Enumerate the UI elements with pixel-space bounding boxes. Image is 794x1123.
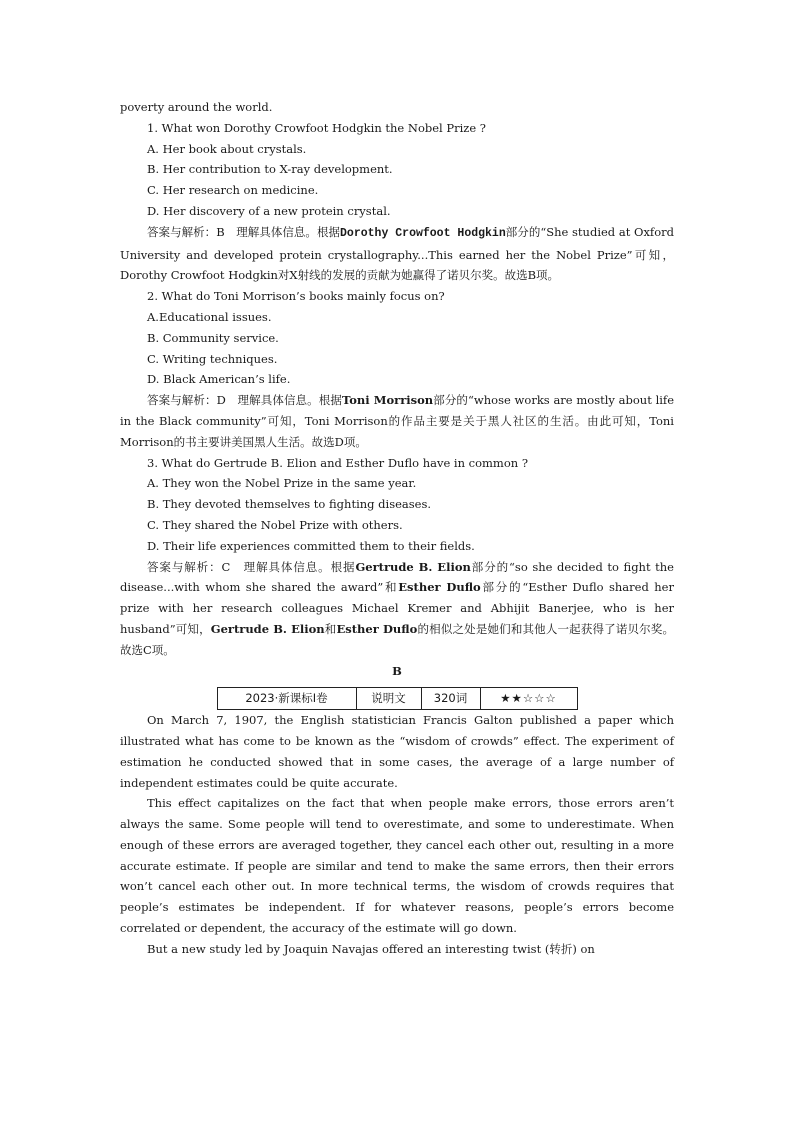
question-1-analysis <box>120 222 674 286</box>
question-2-option-a: A.Educational issues. <box>147 309 272 324</box>
question-2-option-c: C. Writing techniques. <box>147 351 278 366</box>
analysis-prefix: 答案与解析：C 理解具体信息。根据 <box>147 559 356 574</box>
question-3-analysis <box>120 557 674 661</box>
analysis-suffix: 的相似之处是她们和其他人一起获得了诺贝尔奖。故选C项。 <box>120 621 674 657</box>
analysis-name: Toni Morrison <box>341 393 434 408</box>
document-content <box>120 97 674 960</box>
analysis-body-3: 和 <box>324 621 337 636</box>
passage-paragraph-3: But a new study led by Joaquin Navajas offered an interesting twist (转折) on <box>147 941 595 956</box>
passage-word-count: 320词 <box>421 688 480 710</box>
question-1-stem: 1. What won Dorothy Crowfoot Hodgkin the Nobel Prize ? <box>147 120 486 135</box>
passage-source: 2023·新课标Ⅰ卷 <box>217 688 356 710</box>
analysis-name-3: Gertrude B. Elion <box>210 621 325 636</box>
question-1-option-d: D. Her discovery of a new protein crystal. <box>147 203 391 218</box>
analysis-body: 部分的“She studied at Oxford University and developed protein crystallography...This earned her the Nobel Prize”可知，Dorothy Crowfoot Hodgkin对X射线的发展的贡献为她赢得了诺贝尔奖。故选B项。 <box>120 224 674 283</box>
question-3-option-d: D. Their life experiences committed them to their fields. <box>147 538 475 553</box>
question-3-option-b: B. They devoted themselves to fighting diseases. <box>147 497 432 512</box>
question-2-option-d: D. Black American’s life. <box>147 372 291 387</box>
passage-paragraph-1: On March 7, 1907, the English statistician Francis Galton published a paper which illustrated what has come to be known as the “wisdom of crowds” effect. The experiment of estimation he conducted showed that in some cases, the average of a large number of independent estimates could be quite accurate. <box>120 713 674 790</box>
section-label: B <box>392 663 402 678</box>
question-2-stem: 2. What do Toni Morrison’s books mainly focus on? <box>147 289 445 304</box>
question-1-option-a: A. Her book about crystals. <box>147 141 307 156</box>
analysis-body-2: 部分的“Esther Duflo shared her prize with her research colleagues Michael Kremer and Abhijit Banerjee, who is her husband”可知， <box>120 580 674 636</box>
question-3-stem: 3. What do Gertrude B. Elion and Esther Duflo have in common ? <box>147 455 528 470</box>
passage-info-table <box>217 687 578 710</box>
question-3-option-c: C. They shared the Nobel Prize with others. <box>147 517 403 532</box>
analysis-name-4: Esther Duflo <box>336 621 418 636</box>
passage-paragraph-2: This effect capitalizes on the fact that when people make errors, those errors aren’t always the same. Some people will tend to overestimate, and some to underestimate. When enough of these errors are averaged together, they cancel each other out, resulting in a more accurate estimate. If people are similar and tend to make the same errors, then their errors won’t cancel each other out. In more technical terms, the wisdom of crowds requires that people’s estimates be independent. If for whatever reasons, people’s errors become correlated or dependent, the accuracy of the estimate will go down. <box>120 796 674 936</box>
passage-difficulty: ★★☆☆☆ <box>480 688 577 710</box>
question-2-analysis <box>120 390 674 452</box>
passage-genre: 说明文 <box>356 688 421 710</box>
analysis-prefix: 答案与解析：D 理解具体信息。根据 <box>147 393 342 408</box>
question-1-option-b: B. Her contribution to X-ray development. <box>147 162 393 177</box>
analysis-body: 部分的“whose works are mostly about life in the Black community”可知，Toni Morrison的作品主要是关于黑人社区的生活。由此可知，Toni Morrison的书主要讲美国黑人生活。故选D项。 <box>120 393 674 449</box>
top-line: poverty around the world. <box>120 100 273 114</box>
question-1-option-c: C. Her research on medicine. <box>147 183 319 198</box>
analysis-name: Dorothy Crowfoot Hodgkin <box>340 226 506 240</box>
passage-info-row <box>217 688 577 710</box>
analysis-name-2: Esther Duflo <box>398 580 481 595</box>
question-3-option-a: A. They won the Nobel Prize in the same year. <box>147 476 417 491</box>
analysis-prefix: 答案与解析：B 理解具体信息。根据 <box>147 224 341 239</box>
question-2-option-b: B. Community service. <box>147 330 279 345</box>
analysis-name: Gertrude B. Elion <box>355 559 471 574</box>
analysis-body: 部分的“so she decided to fight the disease...with whom she shared the award”和 <box>120 559 674 595</box>
